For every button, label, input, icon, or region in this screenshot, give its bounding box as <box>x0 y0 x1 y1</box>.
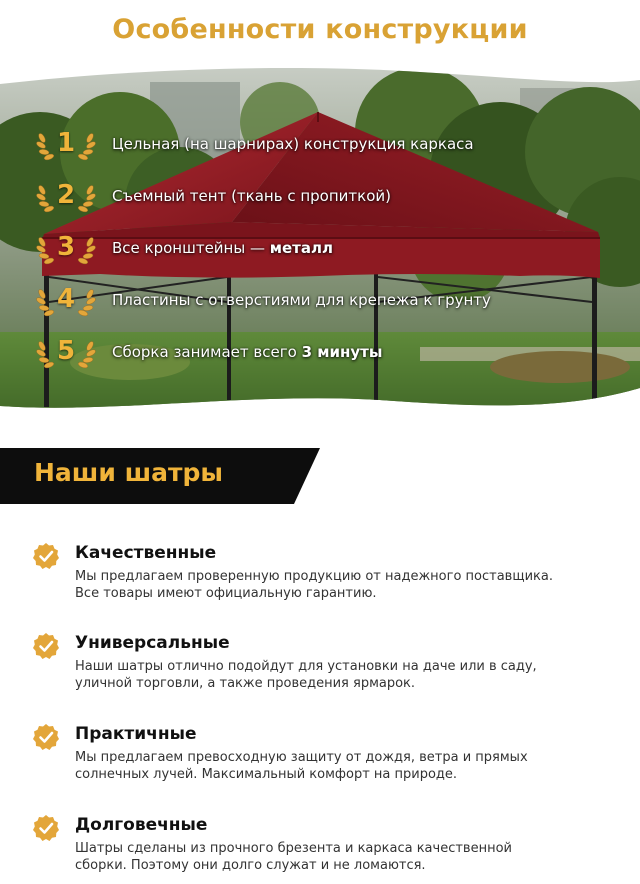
benefit-title: Практичные <box>75 724 197 744</box>
check-badge-icon <box>32 542 60 570</box>
benefit-description: Мы предлагаем превосходную защиту от дождя, ветра и прямых солнечных лучей. Максимальный комфорт на природе. <box>75 750 528 782</box>
benefit-item <box>0 812 640 884</box>
feature-item <box>0 126 640 166</box>
hero-tent-photo <box>0 62 640 424</box>
laurel-wreath-icon <box>36 334 96 374</box>
laurel-wreath-icon <box>36 230 96 270</box>
feature-number: 5 <box>56 336 76 366</box>
feature-item <box>0 178 640 218</box>
feature-text: Все кронштейны — металл <box>112 239 333 257</box>
page-title: Особенности конструкции <box>112 14 528 45</box>
feature-text: Съемный тент (ткань с пропиткой) <box>112 187 391 205</box>
benefit-description: Шатры сделаны из прочного брезента и каркаса качественной сборки. Поэтому они долго служат и не ломаются. <box>75 841 512 873</box>
benefit-item <box>0 540 640 612</box>
feature-number: 1 <box>56 128 76 158</box>
feature-number: 3 <box>56 232 76 262</box>
benefit-title: Качественные <box>75 543 217 563</box>
check-badge-icon <box>32 632 60 660</box>
laurel-wreath-icon <box>36 282 96 322</box>
check-badge-icon <box>32 814 60 842</box>
feature-number: 4 <box>56 284 76 314</box>
check-badge-icon <box>32 723 60 751</box>
laurel-wreath-icon <box>36 178 96 218</box>
section-banner <box>0 448 320 504</box>
section-title: Наши шатры <box>34 458 223 487</box>
benefit-title: Долговечные <box>75 815 208 835</box>
laurel-wreath-icon <box>36 126 96 166</box>
benefit-title: Универсальные <box>75 633 230 653</box>
benefit-item <box>0 630 640 702</box>
feature-text: Цельная (на шарнирах) конструкция каркаса <box>112 135 474 153</box>
benefit-description: Мы предлагаем проверенную продукцию от надежного поставщика. Все товары имеют официальную гарантию. <box>75 569 553 601</box>
feature-item <box>0 282 640 322</box>
feature-number: 2 <box>56 180 76 210</box>
benefit-description: Наши шатры отлично подойдут для установки на даче или в саду, уличной торговли, а также проведения ярмарок. <box>75 659 537 691</box>
feature-item <box>0 230 640 270</box>
feature-text: Пластины с отверстиями для крепежа к грунту <box>112 291 491 309</box>
feature-text: Сборка занимает всего 3 минуты <box>112 343 383 361</box>
feature-item <box>0 334 640 374</box>
benefit-item <box>0 721 640 793</box>
